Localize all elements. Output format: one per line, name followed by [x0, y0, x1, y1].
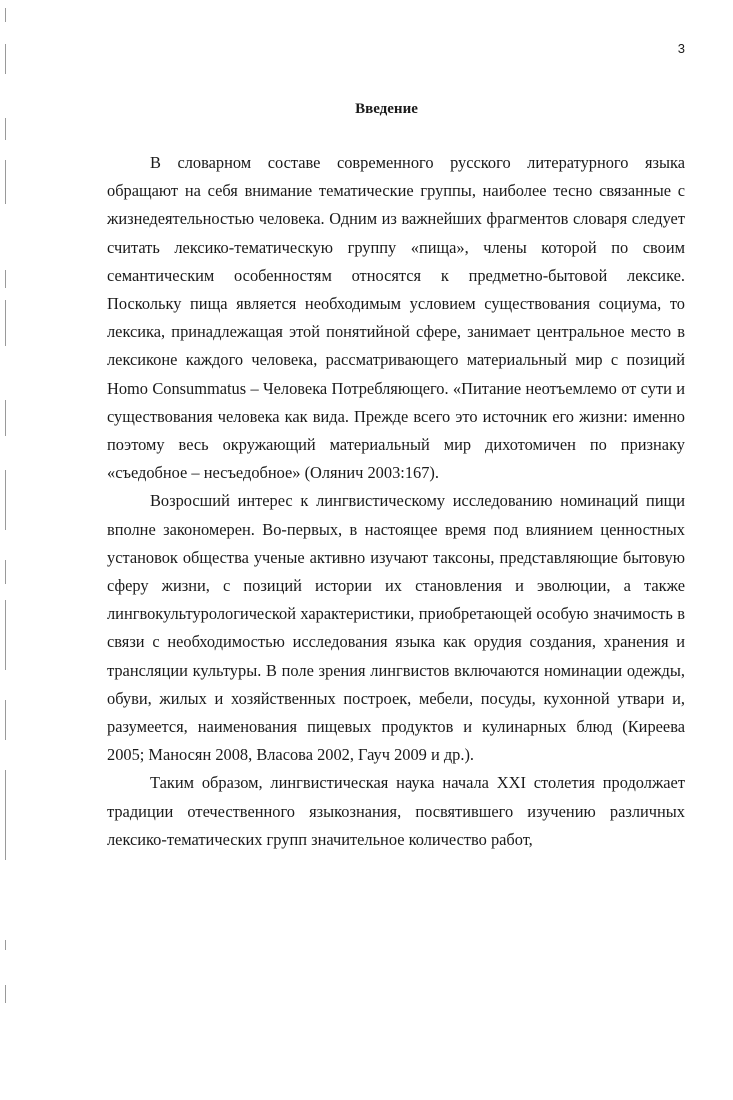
paragraph-2: Возросший интерес к лингвистическому исследованию номинаций пищи вполне закономерен. Во-первых, в настоящее время под влиянием ценностных установок общества ученые активно изучают таксоны, представляющие бытовую сферу жизни, с позиций истории их становления и эволюции, а также лингвокультурологической характеристики, приобретающей особую значимость в связи с необходимостью исследования языка как орудия создания, хранения и трансляции культуры. В поле зрения лингвистов включаются номинации одежды, обуви, жилых и хозяйственных построек, мебели, посуды, кухонной утвари и, разумеется, наименования пищевых продуктов и кулинарных блюд (Киреева 2005; Маносян 2008, Власова 2002, Гауч 2009 и др.). — [107, 491, 685, 765]
body-text — [107, 149, 685, 854]
section-title: Введение — [355, 101, 418, 117]
paragraph-3: Таким образом, лингвистическая наука начала XXI столетия продолжает традиции отечественного языкознания, посвятившего изучению различных лексико-тематических групп значительное количество работ, — [107, 773, 685, 849]
paragraph-1: В словарном составе современного русского литературного языка обращают на себя внимание тематические группы, наиболее тесно связанные с жизнедеятельностью человека. Одним из важнейших фрагментов словаря следует считать лексико-тематическую группу «пища», члены которой по своим семантическим особенностям относятся к предметно-бытовой лексике. Поскольку пища является необходимым условием существования социума, то лексика, принадлежащая этой понятийной сфере, занимает центральное место в лексиконе каждого человека, рассматривающего материальный мир с позиций Homo Consummatus – Человека Потребляющего. «Питание неотъемлемо от сути и существования человека как вида. Прежде всего это источник его жизни: именно поэтому весь окружающий материальный мир дихотомичен по признаку «съедобное – несъедобное» (Олянич 2003:167). — [107, 153, 685, 483]
scan-edge-marks — [2, 0, 12, 1100]
page-number: 3 — [677, 41, 685, 56]
